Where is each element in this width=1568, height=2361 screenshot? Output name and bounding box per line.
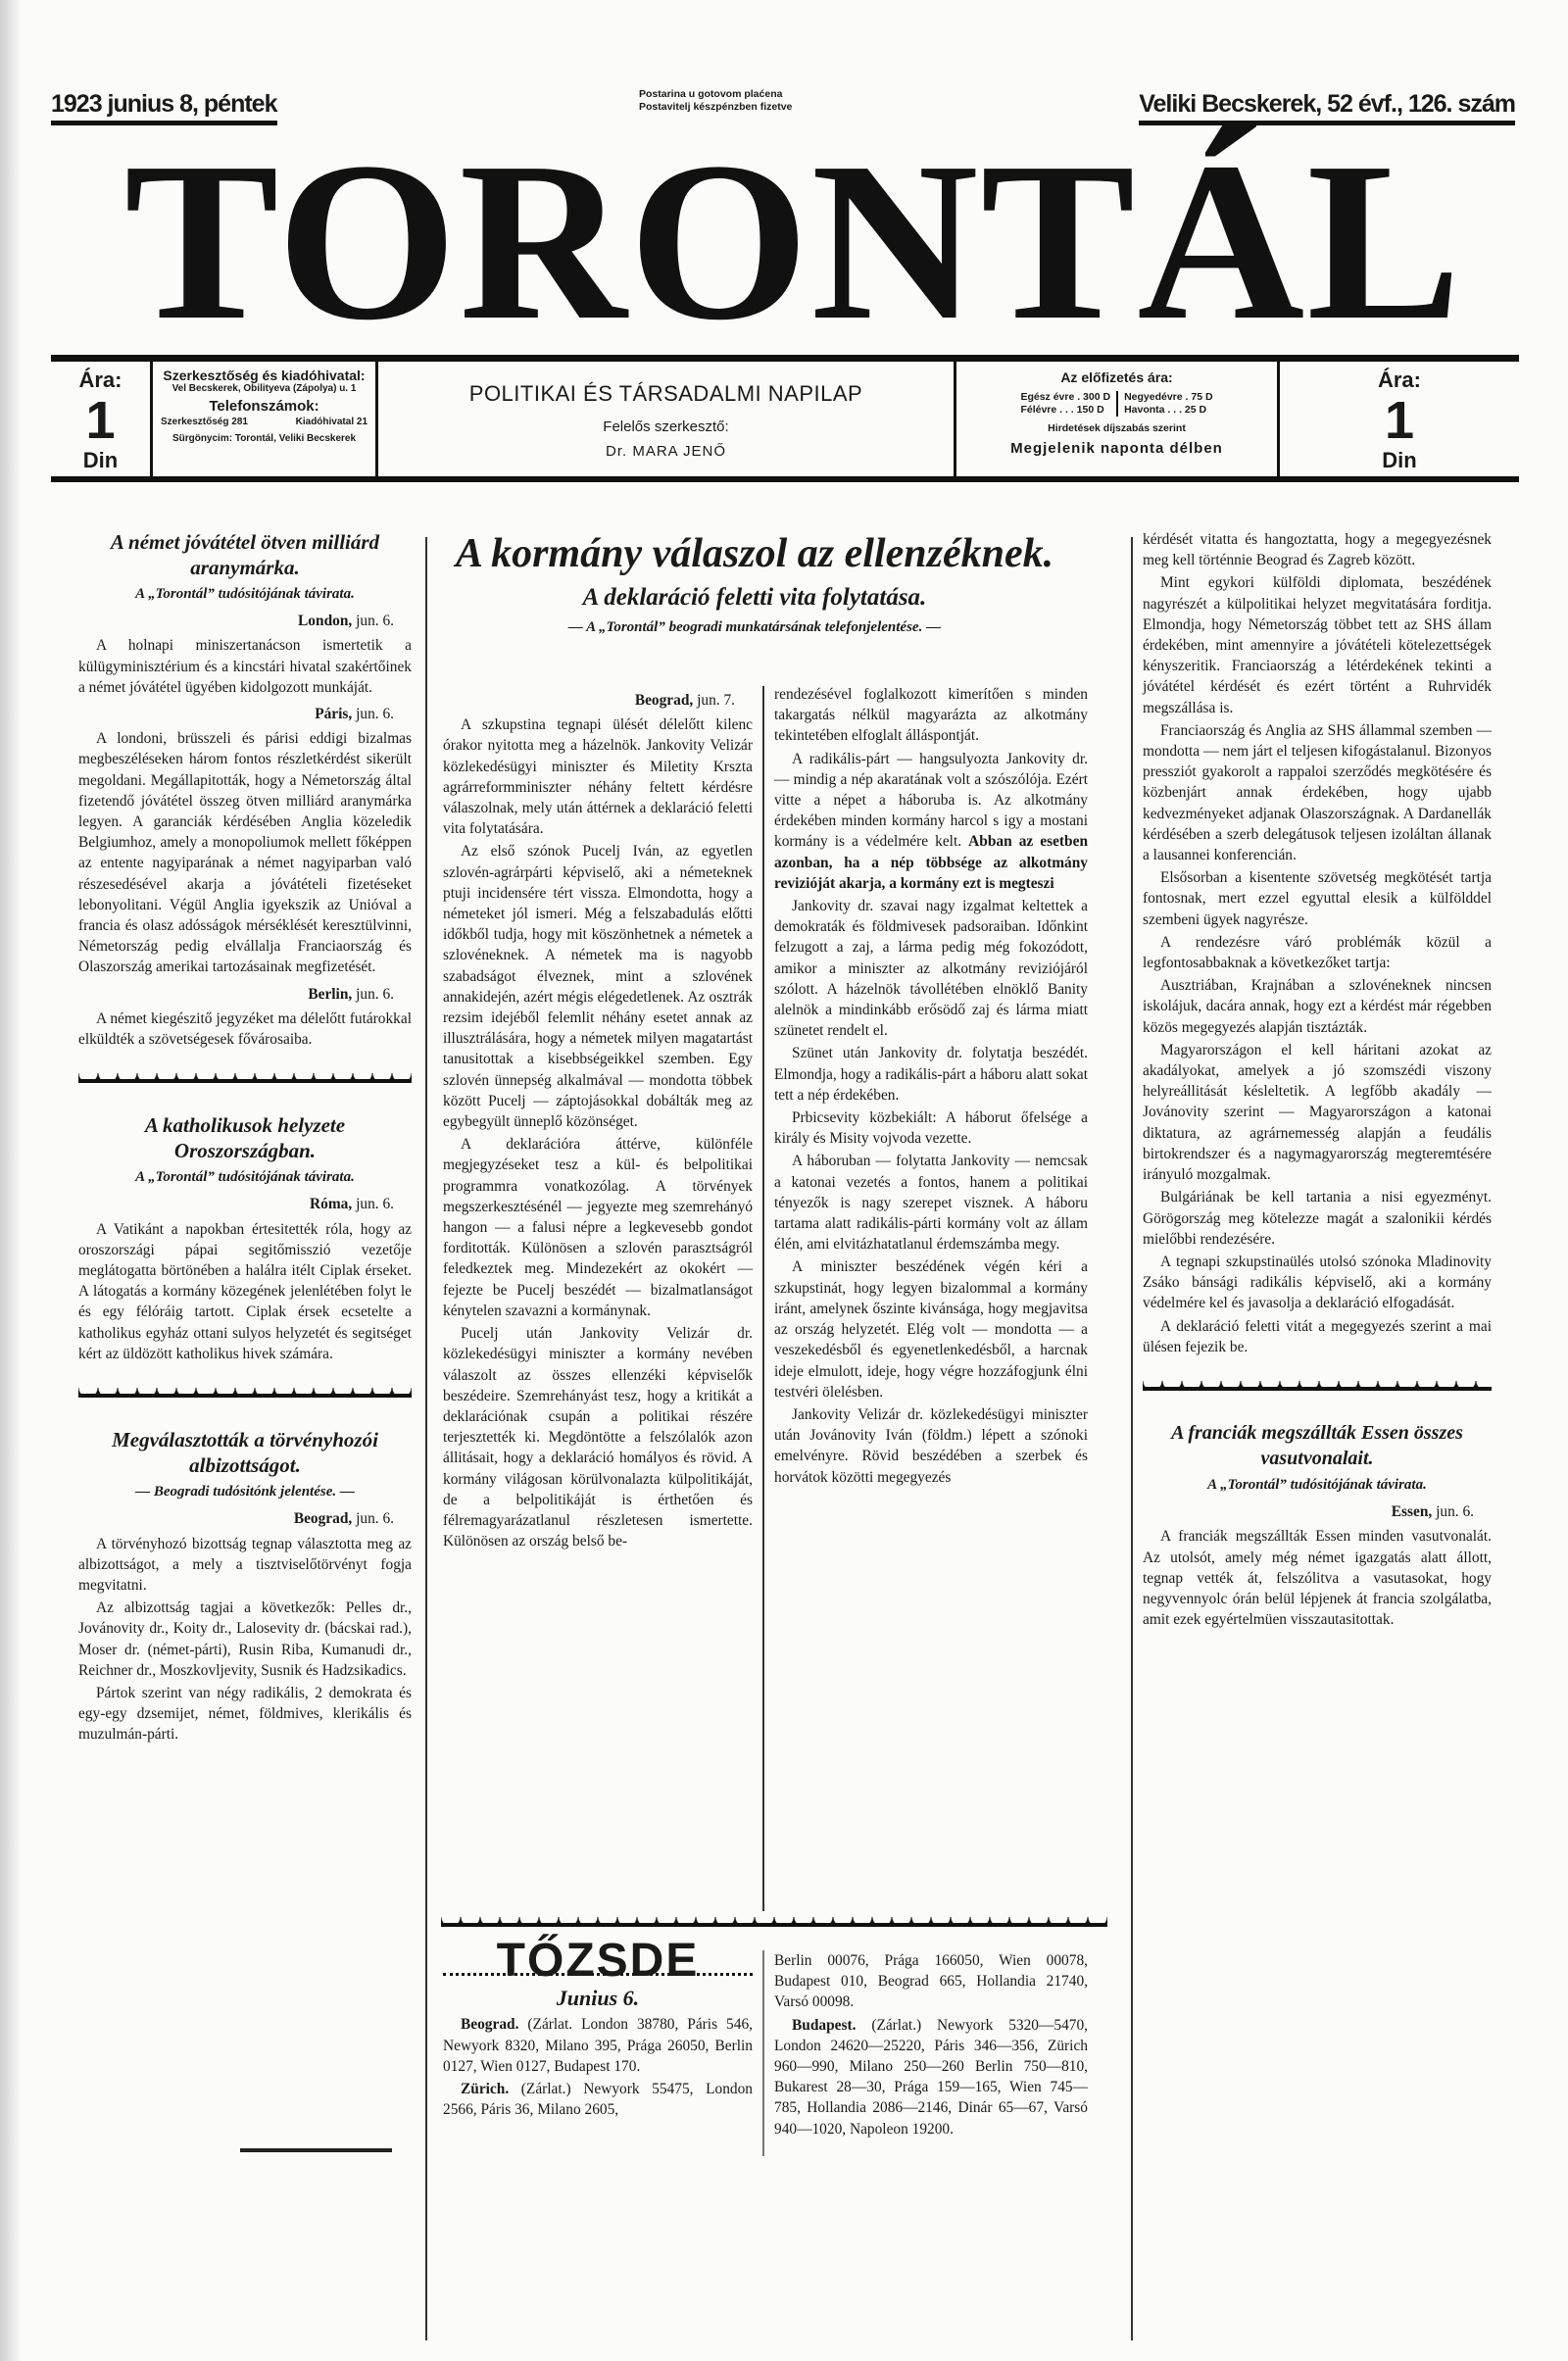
stock-exchange-right <box>774 1950 1088 2141</box>
article-paragraph: A londoni, brüsszeli és párisi eddigi bizalmas megbeszéléseken három fontos részletkérdést sikerült megoldani. Megállapitották, hogy a Németország által fizetendő jóvátétel összeg ötven milliárd aranymárka legyen. A garanciák kérdésében Anglia közeledik Belgiumhoz, amely a monopoliumok mellett főképpen az entente nagyiparának a német nagyiparban való részesedésével akarja a jóvátételi fizetéseket lebonyolitani. Végül Anglia igyekszik az Unióval a francia és olasz adósságok mérséklését keresztülvinni, Németország pedig elvállalja Franciaország és Olaszország amerikai tartozásainak megfizetését. <box>78 730 412 976</box>
article-paragraph: A deklaráció feletti vitát a megegyezés szerint a mai ülésen fejezik be. <box>1143 1317 1492 1355</box>
subscription-prices <box>956 391 1277 417</box>
article-paragraph: A miniszter beszédének végén kéri a szkupstinát, hogy legyen bizalommal a kormány iránt, amelynek őszinte kivánsága, hogy megjavitsa az ország helyzetét. Elég volt — mondotta — a veszekedésből és egyenetlenkedésből, a harcnak ideje elmulott, ideje, hogy végre hozzáfogjunk élni testvéri ölelésben. <box>774 1258 1088 1401</box>
price-value: 1 <box>85 391 116 450</box>
lead-column-a <box>443 684 753 1553</box>
subscription-title: Az előfizetés ára: <box>1060 369 1173 385</box>
article-paragraph: Elsősorban a kisentente szövetség megkötését tartja fontosnak, mert ezzel egyuttal elesik a külfölddel szembeni ügyek nagyrésze. <box>1143 869 1492 928</box>
subscription-info <box>956 362 1280 476</box>
price-half-year: Félévre . . . 150 D <box>1020 404 1104 416</box>
editor-name: Dr. MARA JENŐ <box>605 443 727 460</box>
dateline: Beograd, jun. 6. <box>293 1510 394 1528</box>
dateline: Beograd, jun. 7. <box>634 692 735 709</box>
price-value: 1 <box>1384 391 1415 450</box>
article-headline: A franciák megszállták Essen összes vasutvonalait. <box>1171 1421 1463 1469</box>
end-rule <box>240 2148 392 2152</box>
column-left <box>78 529 412 1747</box>
page-binding-edge <box>0 0 22 2361</box>
article-paragraph: rendezésével foglalkozott kimerítően s minden takargatás nélkül magyarázta az alkotmány tekintetében elfoglalt álláspontját. <box>774 686 1088 745</box>
wire-credit: A „Torontál” tudósitójának távirata. <box>135 1169 355 1186</box>
stock-exchange-left <box>443 1935 753 2122</box>
price-currency: Din <box>1382 448 1417 472</box>
article-paragraph: Prbicsevity közbekiált: A háborut őfelsége a király és Misity vojvoda vezette. <box>774 1109 1088 1148</box>
issue-number: Veliki Becskerek, 52 évf., 126. szám <box>1139 90 1515 125</box>
phone-publisher: Kiadóhivatal 21 <box>295 417 368 427</box>
article-paragraph: A holnapi miniszertanácson ismertetik a külügyminisztérium és a kincstári hivatal szakértőinek a német jóvátétel ügyében kidolgozott munkáját. <box>78 637 412 696</box>
price-month: Havonta . . . 25 D <box>1124 404 1207 416</box>
lead-article-header <box>441 529 1068 644</box>
office-title: Szerkesztőség és kiadóhivatal: <box>163 368 366 383</box>
newspaper-title: TORONTÁL <box>123 116 1464 368</box>
article-paragraph: Jankovity Velizár dr. közlekedésügyi miniszter után Jovánovity Iván (földm.) lépett a szónoki emelvényre. Rövid beszédében a szerbek és horvátok közötti megegyezés <box>774 1405 1088 1486</box>
article-paragraph: Az első szónok Pucelj Iván, az egyetlen szlovén-agrárpárti képviselő, aki a németeknek ptuji incidensére tért vissza. Elmondotta, hogy a németeket jól ismeri. Még a felszabadulás előtti időkből tudja, hogy mit köszönhetnek a németek a szlovéneknek. A németek ma is nagyobb szabadságot élveznek, mint a szlovének annakidején, azért mégis elégedetlenek. Az osztrák rezsim idejéből felemlit néhány esetet annak az illusztrálására, hogy a németek milyen magatartást tanusitottak a kisebbségeikkel szemben. Egy szlovén ünnepség alkalmával — mondotta többek között Pucelj — záptojásokkal dobálták meg az egybegyült ünneplő közönséget. <box>443 843 753 1131</box>
price-box-right <box>1280 362 1519 476</box>
article-paragraph: Bulgáriának be kell tartania a nisi egyezményt. Görögország meg kötelezze magát a szalonikii kérdés mielőbbi rendezésére. <box>1143 1189 1492 1248</box>
lead-column-b <box>774 684 1088 1490</box>
exchange-rates: Budapest. (Zárlat.) Newyork 5320—5470, London 24620—25220, Páris 346—356, Zürich 960—990, Milano 250—260 Berlin 750—810, Bukarest 28—30, Prága 159—165, Wien 745—785, Hollandia 2086—2146, Dinár 65—67, Varsó 940—1020, Napoleon 19200. <box>774 2016 1088 2138</box>
article-paragraph: A háboruban — folytatta Jankovity — nemcsak a katonai vezetés a fontos, hanem a politikai tényezők is nagy szerepet visznek. A háboru tartama alatt radikális-párti kormány volt az állam élén, ami elvitázhatatlanul érdemszámba megy. <box>774 1153 1088 1254</box>
article-paragraph: A Vatikánt a napokban értesitették róla, hogy az oroszországi pápai segitőmisszió vezetője meglátogatta börtönében a halálra itélt Ciplak érseket. A látogatás a kormány közegének jelenlétében folyt le és egy félóráig tartott. Ciplak érsek ecsetelte a katholikus egyház ottani sulyos helyzetét és segitséget kért az üldözött katholikus hivek számára. <box>78 1220 412 1362</box>
article-paragraph: A tegnapi szkupstinaülés utolsó szónoka Mladinovity Zsáko bánsági radikális képviselő, aki a kormány védelmére kel és javasolja a deklaráció elfogadását. <box>1143 1253 1492 1312</box>
paper-subtitle: POLITIKAI ÉS TÁRSADALMI NAPILAP <box>468 381 863 406</box>
article-paragraph: Mint egykori külföldi diplomata, beszédének nagyrészét a külpolitikai helyzet megvitatására forditja. Elmondja, hogy Németország többet tett az SHS állam érdekében, mint amennyire a jóvátételi kötelezettségek kényszeritik. Franciaország a létérdekének tekinti a jóvátétel kérdését és ezért történt a Ruhrvidék megszállása is. <box>1143 574 1492 716</box>
article-paragraph: A franciák megszállták Essen minden vasutvonalát. Az utolsót, amely még német igazgatás alatt állott, tegnap vették át, felszólitva a vasutasokat, hogy negyvennyolc órán belül lépjenek át francia szolgálatba, amit ezek egyértelmüen visszautasitottak. <box>1143 1528 1492 1629</box>
lead-headline: A kormány válaszol az ellenzéknek. <box>455 531 1054 576</box>
article-paragraph: Pártok szerint van négy radikális, 2 demokrata és egy-egy dzsemijet, német, földmives, klerikális és muzulmán-párti. <box>78 1684 412 1744</box>
exchange-rates: Beograd. (Zárlat. London 38780, Páris 546, Newyork 8320, Milano 395, Prága 26050, Berlin 0127, Wien 0127, Budapest 170. <box>443 2016 753 2075</box>
info-band <box>51 355 1519 482</box>
paper-description <box>378 362 956 476</box>
wire-credit: A „Torontál” tudósitójának távirata. <box>135 586 355 602</box>
article-paragraph: Az albizottság tagjai a következők: Pelles dr., Jovánovity dr., Koity dr., Lalosevity dr. (bácskai rad.), Moser dr. (német-párti), Rusin Riba, Kumanudi dr., Reichner dr., Moszkovljevity, Susnik és Hadzsikadics. <box>78 1599 412 1679</box>
publication-note: Megjelenik naponta délben <box>1010 440 1223 457</box>
phones-title: Telefonszámok: <box>209 398 319 415</box>
article-paragraph: kérdését vitatta és hangoztatta, hogy a megegyezésnek meg kell történnie Beograd és Zagreb között. <box>1143 531 1492 569</box>
article-paragraph: Magyarországon el kell háritani azokat az akadályokat, amelyek a jó szomszédi viszony helyreállitását késleltetik. A legfőbb akadály — Jovánovity szerint — Magyarországon a katonai diktatura, az agrárnemesség alapján a feudális birtokrendszer és a nagymagyarország megteremtésére irányuló mozgalmak. <box>1143 1041 1492 1184</box>
article-paragraph: Ausztriában, Krajnában a szlovéneknek nincsen iskolájuk, dacára annak, hogy ezt a kérdést már régebben közös megegyezés alapján tisztázták. <box>1143 977 1492 1036</box>
price-year: Egész évre . 300 D <box>1020 391 1111 403</box>
ornamental-divider <box>78 1384 412 1398</box>
article-paragraph: A rendezésre váró problémák közül a legfontosabbaknak a következőket tartja: <box>1143 933 1492 972</box>
price-box-left <box>51 362 153 476</box>
price-currency: Din <box>82 448 119 472</box>
ornamental-divider <box>78 1069 412 1083</box>
article-paragraph: A törvényhozó bizottság tegnap választotta meg az albizottságot, a mely a tisztviselőtörvényt fogja megvitatni. <box>78 1535 412 1594</box>
article-headline: Megválasztották a törvényhozói albizottságot. <box>112 1428 378 1478</box>
emphasized-text: Abban az esetben azonban, ha a nép többsége az alkotmány revizióját akarja, a kormány ezt is megteszi <box>774 833 1089 892</box>
article-paragraph: Franciaország és Anglia az SHS állammal szemben — mondotta — nem járt el teljesen kifogástalanul. Bizonyos pressziót gyakorolt a rappaloi szerződés megkötésére és közbenjárt annak érdekében, hogy ujabb kedvezményeket adjanak Olaszországnak. A Dardanellák kérdésében a szerb delegátusok teljesen izoláltan állanak a lausannei konferencián. <box>1143 721 1492 864</box>
stock-exchange-date: Junius 6. <box>556 1986 640 2011</box>
wire-credit: A „Torontál” tudósitójának távirata. <box>1207 1476 1427 1493</box>
column-rule <box>762 1950 764 2156</box>
dateline: London, jun. 6. <box>298 613 394 630</box>
ads-note: Hirdetések díjszabás szerint <box>1048 422 1186 434</box>
lead-subheadline: A deklaráció feletti vita folytatása. <box>582 584 927 611</box>
column-rule <box>1131 537 1133 2340</box>
article-paragraph: Szünet után Jankovity dr. folytatja beszédét. Elmondja, hogy a radikális-párt a háboru alatt sokat tett a nép érdekében. <box>774 1045 1088 1104</box>
article-paragraph: A német kiegészitő jegyzéket ma délelőtt futárokkal elküldték a szövetségesek fővárosaiba. <box>78 1009 412 1049</box>
phone-editorial: Szerkesztőség 281 <box>161 417 248 427</box>
article-paragraph: A radikális-párt — hangsulyozta Jankovity dr. — mindig a nép akaratának volt a szószólója. Ezért vitte a népet a háboruba is. Az alkotmány érdekében minden kormány harcol s igy a mostani kormány is a védelmére kelt. Abban az esetben azonban, ha a nép többsége az alkotmány revizióját akarja, a kormány ezt is megteszi <box>774 750 1089 892</box>
postage-note <box>639 88 792 114</box>
column-right <box>1143 529 1492 1632</box>
article-paragraph: A szkupstina tegnapi ülését délelőtt kilenc órakor nyitotta meg a házelnök. Jankovity Velizár közlekedésügyi miniszter és Miletity Krszta agrárreformminiszter néhány feltett kérdésre válaszolnak, mely után áttérnek a deklaráció feletti vita folytatására. <box>443 716 753 838</box>
article-headline: A katholikusok helyzete Oroszországban. <box>144 1113 346 1163</box>
ornamental-divider <box>441 1913 1107 1927</box>
postage-line-1: Postarina u gotovom plaćena <box>639 88 783 100</box>
issue-date: 1923 junius 8, péntek <box>51 90 277 125</box>
exchange-rates: Zürich. (Zárlat.) Newyork 55475, London 2566, Páris 36, Milano 2605, <box>443 2081 753 2119</box>
price-label: Ára: <box>78 368 122 392</box>
column-rule <box>762 686 764 1911</box>
stock-exchange-banner: TŐZSDE <box>443 1950 753 1976</box>
dateline: Róma, jun. 6. <box>310 1196 394 1213</box>
telegram-address: Sürgönycim: Torontál, Veliki Becskerek <box>172 433 357 444</box>
article-paragraph: A deklarációra áttérve, különféle megjegyzéseket tesz a kül- és belpolitikai programmra vonatkozólag. A törvények megszerkesztésénél — jegyezte meg szemrehányó hangon — a falusi népre a legkevesebb gondot forditották. Különösen a szlovén parasztságról feledkeztek meg. Mindezekért az okokért — fejezte be Pucelj beszédét — bizalmatlanságot kénytelen szavazni a kormánynak. <box>443 1136 753 1319</box>
office-info <box>153 362 378 476</box>
ornamental-divider <box>1143 1377 1492 1391</box>
dateline: Berlin, jun. 6. <box>308 985 394 1003</box>
article-paragraph: Pucelj után Jankovity Velizár dr. közlekedésügyi miniszter a kormány nevében válaszolt az összes ellenzéki képviselők beszédeire. Szemrehányást tesz, hogy a kritikát a deklarációnak csupán a politikai részére terjesztették ki. Megdöntötte a felszólalók azon állitásait, hogy a deklaráció homályos és rövid. A kormány világosan körülvonalazta külpolitikáját, de a belpolitikáját is érthetően és félremagyarázatlanul részletesen ismertette. Különösen az ország belső be- <box>443 1325 753 1550</box>
dateline: Páris, jun. 6. <box>315 706 394 723</box>
postage-line-2: Postavitelj készpénzben fizetve <box>639 101 793 113</box>
dateline: Essen, jun. 6. <box>1391 1503 1474 1521</box>
price-label: Ára: <box>1377 368 1421 392</box>
article-headline: A német jóvátétel ötven milliárd aranymárka. <box>110 530 380 579</box>
price-quarter: Negyedévre . 75 D <box>1124 391 1213 403</box>
office-address: Vel Becskerek, Obilityeva (Zápolya) u. 1 <box>172 383 357 394</box>
phone-numbers <box>153 415 375 429</box>
column-rule <box>425 537 427 2340</box>
wire-credit: — A „Torontál” beogradi munkatársának telefonjelentése. — <box>567 619 942 635</box>
exchange-rates: Berlin 00076, Prága 166050, Wien 00078, Budapest 010, Beograd 665, Hollandia 21740, Varsó 00098. <box>774 1952 1088 2011</box>
article-paragraph: Jankovity dr. szavai nagy izgalmat keltettek a demokraták és földmivesek padsoraiban. Időnkint felzugott a zaj, a lárma pedig még fokozódott, amikor a miniszter az alkotmány reviziójáról szólott. A házelnök távollétében elnöklő Banity alelnök a mindinkább erősödő zaj és lárma miatt szünetet rendelt el. <box>774 898 1088 1040</box>
wire-credit: — Beogradi tudósitónk jelentése. — <box>135 1484 355 1500</box>
editor-label: Felelős szerkesztő: <box>603 418 729 435</box>
